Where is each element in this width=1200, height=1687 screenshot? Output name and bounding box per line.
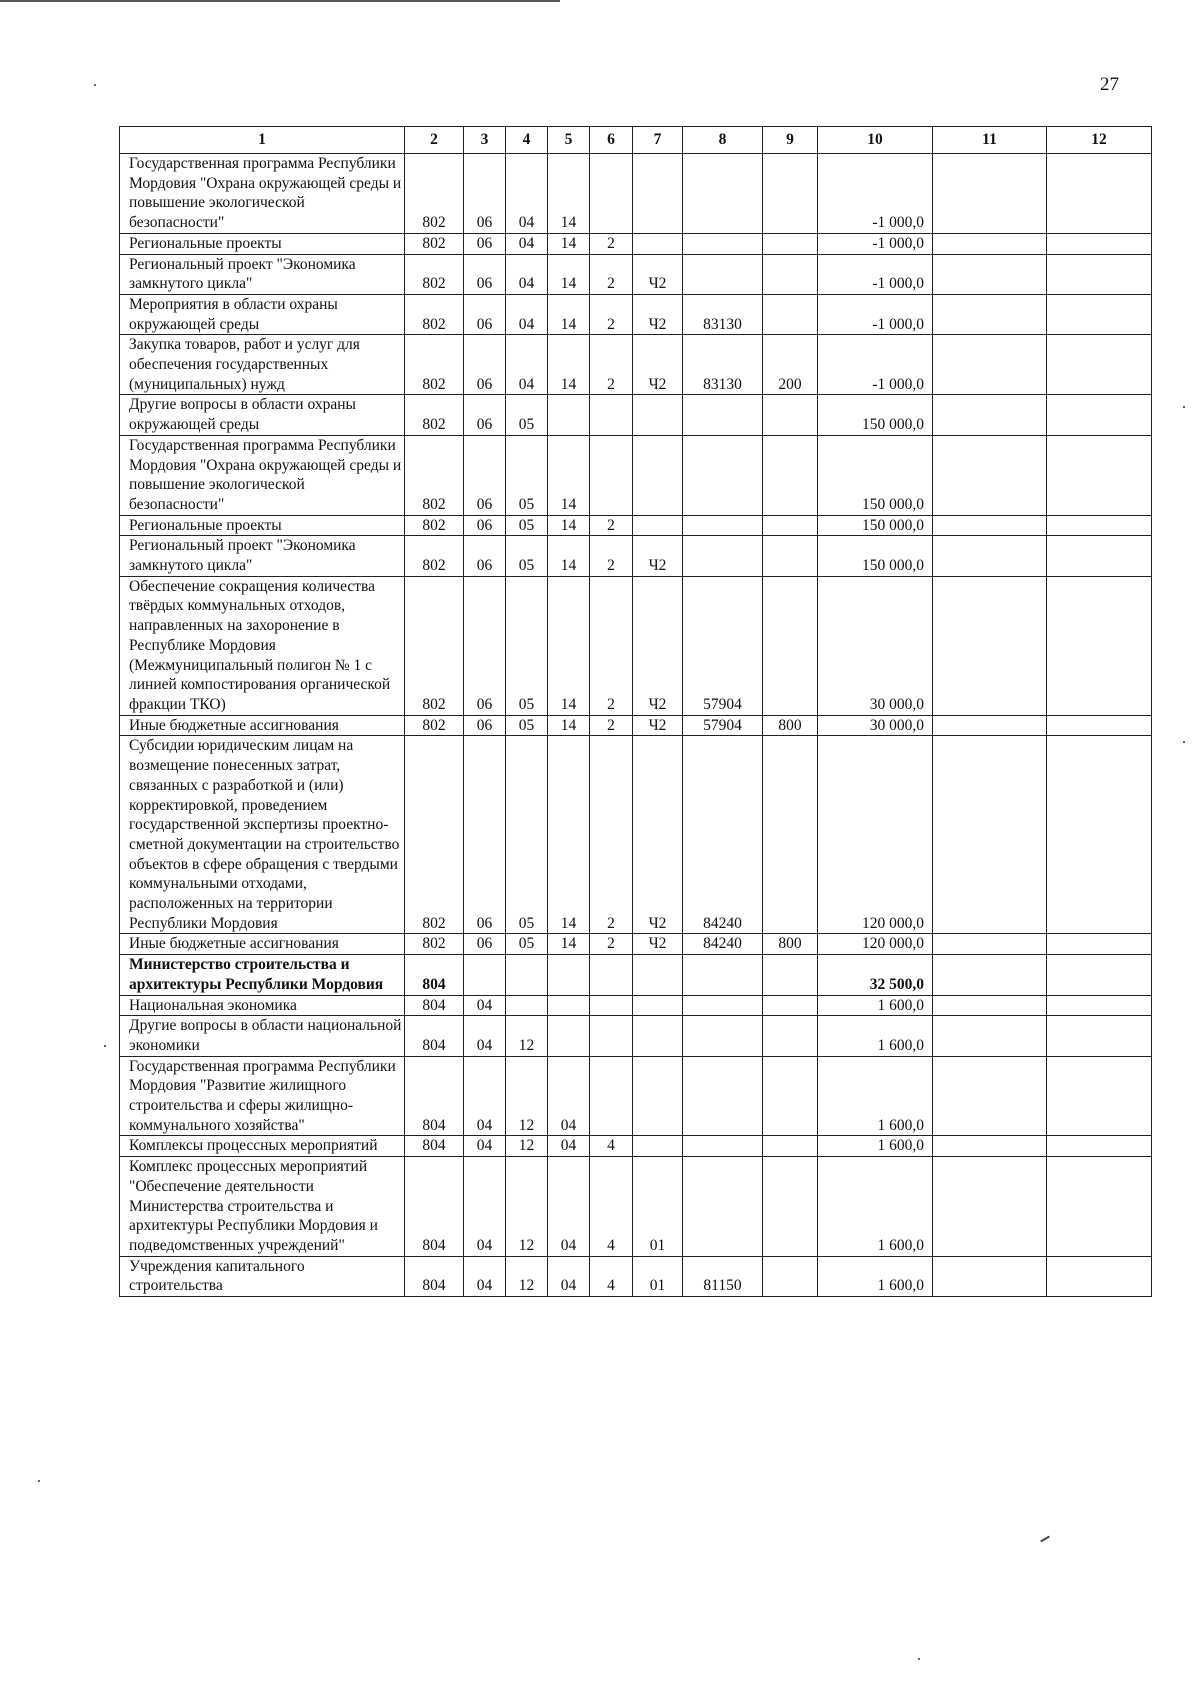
- cell-col-7: [633, 154, 683, 234]
- cell-col-9: [763, 294, 818, 334]
- table-row: [120, 576, 1152, 715]
- cell-col-3: 06: [464, 254, 506, 294]
- cell-col-2: 802: [405, 515, 464, 536]
- cell-col-3: [464, 955, 506, 995]
- cell-col-2: 804: [405, 1256, 464, 1296]
- cell-col-2: 802: [405, 395, 464, 435]
- cell-col-8: [683, 395, 763, 435]
- cell-col-5: 14: [548, 515, 590, 536]
- row-name-cell: Государственная программа Республики Мордовия "Охрана окружающей среды и повышение экологической безопасности": [120, 435, 405, 515]
- cell-col-6: [590, 154, 633, 234]
- table-row: [120, 233, 1152, 254]
- cell-col-2: 802: [405, 435, 464, 515]
- cell-col-12: [1047, 1136, 1152, 1157]
- scan-speck: [94, 84, 96, 86]
- cell-col-2: 804: [405, 1016, 464, 1056]
- cell-col-9: [763, 1256, 818, 1296]
- cell-col-9: 800: [763, 934, 818, 955]
- cell-col-9: [763, 233, 818, 254]
- cell-col-4: 12: [506, 1256, 548, 1296]
- cell-col-7: [633, 233, 683, 254]
- cell-col-3: 06: [464, 335, 506, 395]
- cell-col-3: 04: [464, 995, 506, 1016]
- cell-col-9: [763, 1157, 818, 1257]
- table-row: [120, 294, 1152, 334]
- cell-col-12: [1047, 934, 1152, 955]
- cell-col-6: 2: [590, 515, 633, 536]
- cell-col-6: 4: [590, 1256, 633, 1296]
- cell-col-2: 802: [405, 254, 464, 294]
- table-row: [120, 1056, 1152, 1136]
- cell-col-2: 804: [405, 1056, 464, 1136]
- cell-col-2: 802: [405, 736, 464, 934]
- cell-col-10: 150 000,0: [818, 515, 933, 536]
- cell-col-6: 2: [590, 335, 633, 395]
- cell-col-12: [1047, 395, 1152, 435]
- cell-col-6: 2: [590, 294, 633, 334]
- row-name-cell: Учреждения капитального строительства: [120, 1256, 405, 1296]
- cell-col-7: Ч2: [633, 335, 683, 395]
- cell-col-12: [1047, 715, 1152, 736]
- cell-col-7: [633, 1016, 683, 1056]
- cell-col-7: Ч2: [633, 736, 683, 934]
- cell-col-7: [633, 395, 683, 435]
- cell-col-4: 12: [506, 1136, 548, 1157]
- cell-col-3: 06: [464, 576, 506, 715]
- cell-col-2: 802: [405, 233, 464, 254]
- cell-col-12: [1047, 736, 1152, 934]
- cell-col-5: [548, 955, 590, 995]
- cell-col-11: [933, 1157, 1047, 1257]
- cell-col-5: 14: [548, 435, 590, 515]
- cell-col-4: 05: [506, 515, 548, 536]
- cell-col-7: [633, 435, 683, 515]
- cell-col-7: [633, 515, 683, 536]
- cell-col-9: [763, 1136, 818, 1157]
- scan-mark: [1040, 1536, 1050, 1543]
- cell-col-6: 2: [590, 715, 633, 736]
- cell-col-11: [933, 736, 1047, 934]
- table-row: [120, 254, 1152, 294]
- cell-col-2: 804: [405, 1157, 464, 1257]
- cell-col-9: [763, 576, 818, 715]
- top-border-line: [0, 0, 560, 2]
- table-header-row: [120, 127, 1152, 154]
- cell-col-4: 12: [506, 1016, 548, 1056]
- budget-table: [119, 126, 1152, 1297]
- cell-col-3: 06: [464, 233, 506, 254]
- cell-col-5: 04: [548, 1157, 590, 1257]
- cell-col-5: 14: [548, 233, 590, 254]
- cell-col-3: 04: [464, 1056, 506, 1136]
- table-row: [120, 934, 1152, 955]
- table-row: [120, 715, 1152, 736]
- cell-col-3: 04: [464, 1256, 506, 1296]
- cell-col-3: 06: [464, 395, 506, 435]
- cell-col-12: [1047, 335, 1152, 395]
- cell-col-6: 2: [590, 736, 633, 934]
- cell-col-3: 06: [464, 934, 506, 955]
- cell-col-2: 802: [405, 335, 464, 395]
- cell-col-7: 01: [633, 1157, 683, 1257]
- cell-col-7: 01: [633, 1256, 683, 1296]
- cell-col-12: [1047, 233, 1152, 254]
- cell-col-6: [590, 1056, 633, 1136]
- cell-col-4: 05: [506, 435, 548, 515]
- cell-col-10: 32 500,0: [818, 955, 933, 995]
- row-name-cell: Иные бюджетные ассигнования: [120, 715, 405, 736]
- cell-col-8: [683, 1136, 763, 1157]
- row-name-cell: Региональные проекты: [120, 233, 405, 254]
- cell-col-3: 04: [464, 1136, 506, 1157]
- cell-col-10: 30 000,0: [818, 715, 933, 736]
- cell-col-11: [933, 294, 1047, 334]
- cell-col-10: -1 000,0: [818, 254, 933, 294]
- cell-col-5: 14: [548, 154, 590, 234]
- row-name-cell: Комплексы процессных мероприятий: [120, 1136, 405, 1157]
- cell-col-8: [683, 435, 763, 515]
- cell-col-3: 06: [464, 515, 506, 536]
- cell-col-7: Ч2: [633, 536, 683, 576]
- cell-col-11: [933, 995, 1047, 1016]
- cell-col-6: 2: [590, 536, 633, 576]
- cell-col-11: [933, 576, 1047, 715]
- cell-col-9: [763, 1016, 818, 1056]
- cell-col-4: 12: [506, 1056, 548, 1136]
- cell-col-11: [933, 515, 1047, 536]
- cell-col-4: [506, 995, 548, 1016]
- cell-col-3: 06: [464, 154, 506, 234]
- cell-col-12: [1047, 995, 1152, 1016]
- header-cell: 1: [120, 127, 405, 154]
- cell-col-7: Ч2: [633, 576, 683, 715]
- cell-col-9: 200: [763, 335, 818, 395]
- cell-col-9: [763, 395, 818, 435]
- cell-col-8: 84240: [683, 736, 763, 934]
- cell-col-9: 800: [763, 715, 818, 736]
- cell-col-2: 804: [405, 1136, 464, 1157]
- header-cell: 7: [633, 127, 683, 154]
- cell-col-6: [590, 955, 633, 995]
- table-row: [120, 536, 1152, 576]
- cell-col-5: 04: [548, 1136, 590, 1157]
- header-cell: 6: [590, 127, 633, 154]
- cell-col-9: [763, 435, 818, 515]
- cell-col-6: [590, 435, 633, 515]
- row-name-cell: Другие вопросы в области охраны окружающей среды: [120, 395, 405, 435]
- cell-col-12: [1047, 254, 1152, 294]
- cell-col-2: 802: [405, 715, 464, 736]
- cell-col-10: 1 600,0: [818, 1157, 933, 1257]
- row-name-cell: Региональный проект "Экономика замкнутого цикла": [120, 254, 405, 294]
- table-body: [120, 154, 1152, 1297]
- table-row: [120, 1157, 1152, 1257]
- cell-col-10: -1 000,0: [818, 294, 933, 334]
- table-row: [120, 435, 1152, 515]
- cell-col-10: -1 000,0: [818, 335, 933, 395]
- cell-col-12: [1047, 576, 1152, 715]
- header-cell: 11: [933, 127, 1047, 154]
- table-row: [120, 515, 1152, 536]
- cell-col-9: [763, 955, 818, 995]
- cell-col-2: 804: [405, 955, 464, 995]
- cell-col-6: 2: [590, 576, 633, 715]
- cell-col-10: 1 600,0: [818, 1016, 933, 1056]
- cell-col-10: 150 000,0: [818, 536, 933, 576]
- cell-col-2: 802: [405, 294, 464, 334]
- cell-col-9: [763, 1056, 818, 1136]
- cell-col-10: 120 000,0: [818, 736, 933, 934]
- cell-col-11: [933, 536, 1047, 576]
- cell-col-5: [548, 395, 590, 435]
- cell-col-7: [633, 1136, 683, 1157]
- table-row: [120, 995, 1152, 1016]
- cell-col-7: [633, 995, 683, 1016]
- row-name-cell: Закупка товаров, работ и услуг для обеспечения государственных (муниципальных) нужд: [120, 335, 405, 395]
- cell-col-6: 4: [590, 1136, 633, 1157]
- cell-col-8: 84240: [683, 934, 763, 955]
- cell-col-4: 05: [506, 536, 548, 576]
- cell-col-7: [633, 955, 683, 995]
- row-name-cell: Другие вопросы в области национальной экономики: [120, 1016, 405, 1056]
- cell-col-12: [1047, 294, 1152, 334]
- header-cell: 4: [506, 127, 548, 154]
- cell-col-9: [763, 154, 818, 234]
- cell-col-4: 05: [506, 395, 548, 435]
- cell-col-8: [683, 254, 763, 294]
- cell-col-6: [590, 995, 633, 1016]
- cell-col-11: [933, 1136, 1047, 1157]
- cell-col-7: Ч2: [633, 715, 683, 736]
- cell-col-11: [933, 955, 1047, 995]
- cell-col-5: 14: [548, 736, 590, 934]
- cell-col-11: [933, 254, 1047, 294]
- cell-col-11: [933, 1056, 1047, 1136]
- row-name-cell: Комплекс процессных мероприятий "Обеспечение деятельности Министерства строительства и архитектуры Республики Мордовия и подведомственных учреждений": [120, 1157, 405, 1257]
- header-cell: 9: [763, 127, 818, 154]
- cell-col-12: [1047, 515, 1152, 536]
- cell-col-10: 1 600,0: [818, 1256, 933, 1296]
- cell-col-12: [1047, 955, 1152, 995]
- cell-col-8: 83130: [683, 294, 763, 334]
- cell-col-2: 802: [405, 154, 464, 234]
- header-cell: 12: [1047, 127, 1152, 154]
- table-row: [120, 335, 1152, 395]
- cell-col-10: -1 000,0: [818, 154, 933, 234]
- cell-col-6: 2: [590, 254, 633, 294]
- cell-col-4: [506, 955, 548, 995]
- cell-col-2: 802: [405, 576, 464, 715]
- scan-speck: [918, 1658, 920, 1660]
- cell-col-8: [683, 955, 763, 995]
- cell-col-2: 802: [405, 536, 464, 576]
- cell-col-8: 81150: [683, 1256, 763, 1296]
- cell-col-12: [1047, 1256, 1152, 1296]
- cell-col-9: [763, 515, 818, 536]
- cell-col-8: 83130: [683, 335, 763, 395]
- cell-col-2: 804: [405, 995, 464, 1016]
- cell-col-8: [683, 233, 763, 254]
- cell-col-10: 30 000,0: [818, 576, 933, 715]
- cell-col-10: 1 600,0: [818, 1136, 933, 1157]
- cell-col-4: 12: [506, 1157, 548, 1257]
- cell-col-8: 57904: [683, 715, 763, 736]
- cell-col-4: 04: [506, 335, 548, 395]
- cell-col-10: -1 000,0: [818, 233, 933, 254]
- row-name-cell: Национальная экономика: [120, 995, 405, 1016]
- cell-col-11: [933, 1256, 1047, 1296]
- cell-col-10: 120 000,0: [818, 934, 933, 955]
- cell-col-8: [683, 515, 763, 536]
- cell-col-8: [683, 995, 763, 1016]
- cell-col-4: 05: [506, 715, 548, 736]
- cell-col-4: 05: [506, 576, 548, 715]
- table-row: [120, 1136, 1152, 1157]
- header-cell: 3: [464, 127, 506, 154]
- scan-speck: [1183, 406, 1185, 408]
- cell-col-10: 1 600,0: [818, 1056, 933, 1136]
- cell-col-5: 14: [548, 715, 590, 736]
- header-cell: 5: [548, 127, 590, 154]
- row-name-cell: Государственная программа Республики Мордовия "Охрана окружающей среды и повышение экологической безопасности": [120, 154, 405, 234]
- cell-col-7: Ч2: [633, 254, 683, 294]
- cell-col-11: [933, 233, 1047, 254]
- cell-col-3: 04: [464, 1016, 506, 1056]
- cell-col-8: [683, 1157, 763, 1257]
- cell-col-11: [933, 395, 1047, 435]
- cell-col-12: [1047, 1056, 1152, 1136]
- cell-col-10: 150 000,0: [818, 395, 933, 435]
- cell-col-4: 05: [506, 934, 548, 955]
- cell-col-8: 57904: [683, 576, 763, 715]
- cell-col-5: 04: [548, 1256, 590, 1296]
- row-name-cell: Субсидии юридическим лицам на возмещение понесенных затрат, связанных с разработкой и (или) корректировкой, проведением государственной экспертизы проектно-сметной документации на строительство объектов в сфере обращения с твердыми коммунальными отходами, расположенных на территории Республики Мордовия: [120, 736, 405, 934]
- row-name-cell: Обеспечение сокращения количества твёрдых коммунальных отходов, направленных на захоронение в Республике Мордовия (Межмуниципальный полигон № 1 с линией компостирования органической фракции ТКО): [120, 576, 405, 715]
- cell-col-11: [933, 154, 1047, 234]
- cell-col-8: [683, 154, 763, 234]
- header-cell: 2: [405, 127, 464, 154]
- table-row: [120, 395, 1152, 435]
- cell-col-12: [1047, 1157, 1152, 1257]
- table-row: [120, 1256, 1152, 1296]
- cell-col-7: Ч2: [633, 294, 683, 334]
- cell-col-3: 04: [464, 1157, 506, 1257]
- cell-col-11: [933, 435, 1047, 515]
- page-number: 27: [1100, 74, 1119, 95]
- row-name-cell: Региональные проекты: [120, 515, 405, 536]
- cell-col-9: [763, 995, 818, 1016]
- cell-col-8: [683, 1016, 763, 1056]
- cell-col-5: 14: [548, 934, 590, 955]
- cell-col-11: [933, 715, 1047, 736]
- cell-col-4: 04: [506, 154, 548, 234]
- cell-col-4: 04: [506, 294, 548, 334]
- cell-col-5: 04: [548, 1056, 590, 1136]
- cell-col-5: [548, 1016, 590, 1056]
- cell-col-5: 14: [548, 536, 590, 576]
- scan-speck: [38, 1480, 40, 1482]
- row-name-cell: Иные бюджетные ассигнования: [120, 934, 405, 955]
- cell-col-3: 06: [464, 435, 506, 515]
- cell-col-3: 06: [464, 536, 506, 576]
- cell-col-8: [683, 536, 763, 576]
- row-name-cell: Государственная программа Республики Мордовия "Развитие жилищного строительства и сферы жилищно-коммунального хозяйства": [120, 1056, 405, 1136]
- cell-col-2: 802: [405, 934, 464, 955]
- cell-col-4: 04: [506, 233, 548, 254]
- cell-col-9: [763, 736, 818, 934]
- cell-col-10: 1 600,0: [818, 995, 933, 1016]
- cell-col-7: [633, 1056, 683, 1136]
- table-row: [120, 736, 1152, 934]
- table-row: [120, 154, 1152, 234]
- table-row: [120, 955, 1152, 995]
- cell-col-12: [1047, 154, 1152, 234]
- cell-col-3: 06: [464, 715, 506, 736]
- cell-col-11: [933, 1016, 1047, 1056]
- cell-col-3: 06: [464, 736, 506, 934]
- cell-col-12: [1047, 536, 1152, 576]
- cell-col-6: [590, 395, 633, 435]
- cell-col-11: [933, 335, 1047, 395]
- scan-speck: [104, 1045, 106, 1047]
- cell-col-12: [1047, 435, 1152, 515]
- cell-col-5: 14: [548, 254, 590, 294]
- cell-col-6: 2: [590, 233, 633, 254]
- cell-col-10: 150 000,0: [818, 435, 933, 515]
- cell-col-7: Ч2: [633, 934, 683, 955]
- header-cell: 10: [818, 127, 933, 154]
- cell-col-8: [683, 1056, 763, 1136]
- cell-col-9: [763, 254, 818, 294]
- cell-col-3: 06: [464, 294, 506, 334]
- cell-col-6: 2: [590, 934, 633, 955]
- cell-col-6: 4: [590, 1157, 633, 1257]
- cell-col-12: [1047, 1016, 1152, 1056]
- cell-col-4: 05: [506, 736, 548, 934]
- cell-col-11: [933, 934, 1047, 955]
- cell-col-9: [763, 536, 818, 576]
- cell-col-4: 04: [506, 254, 548, 294]
- row-name-cell: Мероприятия в области охраны окружающей среды: [120, 294, 405, 334]
- table-row: [120, 1016, 1152, 1056]
- row-name-cell: Региональный проект "Экономика замкнутого цикла": [120, 536, 405, 576]
- scan-speck: [1183, 741, 1185, 743]
- cell-col-5: 14: [548, 335, 590, 395]
- header-cell: 8: [683, 127, 763, 154]
- row-name-cell: Министерство строительства и архитектуры Республики Мордовия: [120, 955, 405, 995]
- cell-col-5: 14: [548, 576, 590, 715]
- cell-col-6: [590, 1016, 633, 1056]
- cell-col-5: 14: [548, 294, 590, 334]
- cell-col-5: [548, 995, 590, 1016]
